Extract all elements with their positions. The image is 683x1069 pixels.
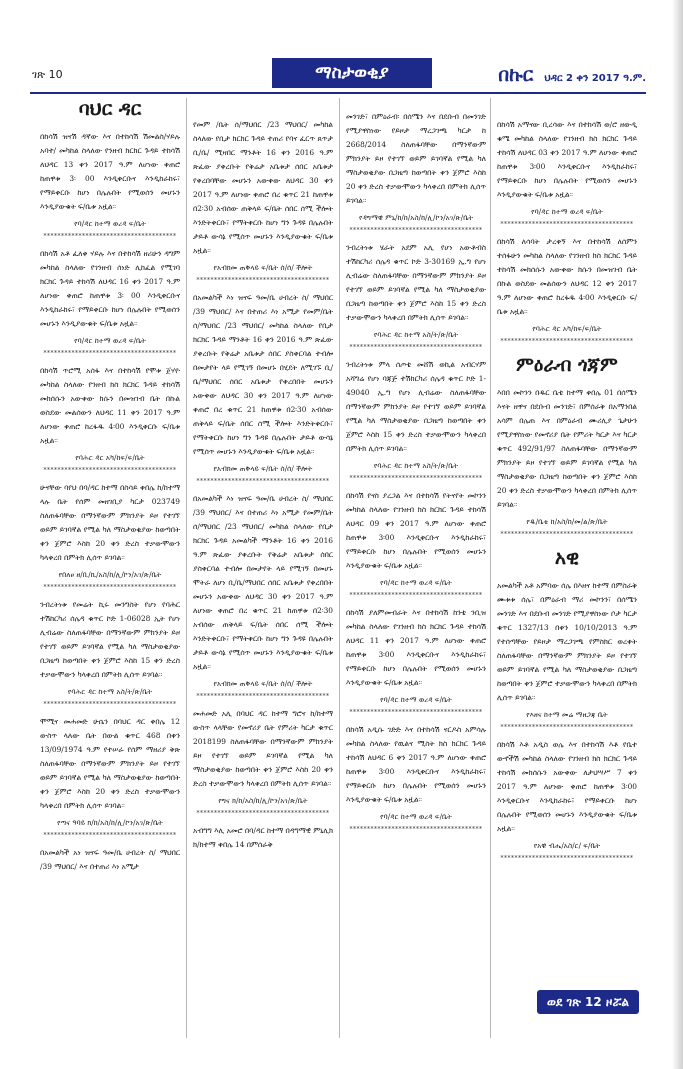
notice-signature: የግና ክ/ከ/አስ/ከ/ሊ/ኮን/አገ/ጽ/ቤት bbox=[218, 796, 308, 805]
notice-text: ሁናቸው ባየህ በባ/ዳር ከተማ በስሳይ ቀበሌ ከ/ከተማ ላሉ ቤት የሰም መዘገቢያ ካርታ 023749 ስለጠፋባቸው በማንኛውም ምክንያት ይዞ የተገኘ ወይም ይገባኛል የሚል ካለ ማስታወቂያው ከወጣበት ቀን ጀምሮ እስከ 20 ቀን ድረስ ተቃውሞውን ካላቀረበ በምትክ ሊሰጥ ይገባል። bbox=[40, 483, 180, 562]
notice-signature: የዳግማዊ ምኒ/ከ/ከ/አስ/ከ/ሊ/ኮን/አገ/ጽ/ቤት bbox=[358, 213, 474, 222]
notice-separator: ************************************** bbox=[500, 338, 634, 345]
notice bbox=[40, 130, 180, 242]
notice bbox=[346, 110, 486, 236]
column-divider bbox=[186, 98, 187, 1038]
header-rule bbox=[30, 92, 646, 94]
notice-separator: ************************************** bbox=[196, 693, 330, 700]
notice-separator: ************************************** bbox=[43, 467, 177, 474]
notice bbox=[193, 291, 333, 487]
section-title: ባህር ዳር bbox=[78, 98, 142, 120]
notice-text: በከሳሽ ለሳባት ታረቀኝ እና በተከሳሽ ለሰምን ተሰፋሁን መካከል ስላለው የገንዘብ ክስ ክርክር ጉዳይ ተከሳሽ መክሰሱን አውቀው ክሱን በመዝገብ ቤት በኩል ወስደው መልሰውን ለህዳር 12 ቀን 2017 ዓ.ም ለሆነው ቀጠሮ ከረፋዱ 4፡00 እንዲቀርቡ ፍ/ቤቱ አዟል። bbox=[497, 237, 637, 316]
notice-signature: የባ/ዳር ከተማ ወረዳ ፍ/ቤት bbox=[74, 219, 146, 228]
notice bbox=[497, 118, 637, 230]
notice bbox=[497, 738, 637, 864]
notice-signature: የበለፀ ዘ/ቢ/ኪ/አስ/ከ/ሊ/ኮን/አገ/ጽ/ቤት bbox=[58, 570, 162, 579]
notice-signature: የባ/ዳር ከተማ ወረዳ ፍ/ቤት bbox=[74, 336, 146, 345]
notice-text: በከሳሽ ዝናሽ ዳኛው እና በተከሳሽ ሽመልስ/ሃይሉ አባተ/ መካከል ስላለው የንዘብ ክርክር ጉዳይ ተከሳሽ ለህዳር 13 ቀን 2017 ዓ.ም ለሆነው ቀጠሮ ከጠዋቱ 3፡ 00 እንዲቀርቡና እንዲከራከሩ፣ የማይቀርቡ ከሆነ በሌሉበት የሚወሰን መሆኑን እንዲያውቁት ፍ/ቤቱ አዟል። bbox=[40, 132, 180, 211]
notice-text: የመም /ቤት ሰ/ማህበር /23 ማህበር/ መካከል ስላለው የቢታ ክርክር ጉዳይ ተጠሪ የባና ፈርጥ ጸጥታ ቢ/ቤ/ ሚዛበር ማንቶት 16 ቀን 2016 ዓ.ም ጽፈው ያቀረቡት የቅሬታ አቤቱታ ሰበር አቤቱታ የቀረበባቸው መሆኑን አውቀው ለህዳር 30 ቀን 2017 ዓ.ም ለሆነው ቀጠሮ በረ ቁጥር 21 ከጠዋቱ በ2፡30 አብሰው ጠቅላይ ፍ/ቤት ሰበር ሰሚ ችሎት እንድትቀርቡ፣ የማትቀርቡ ከሆነ ግን ጉዳዩ በሌሉበት ታይቶ ውሳኔ የሚሰጥ መሆኑን እንዲያውቁት ፍ/ቤቱ አዟል። bbox=[193, 120, 333, 255]
notice-signature: የባሕር ዳር አካ/ከፍ/ፍ/ቤት bbox=[532, 324, 602, 333]
notice-signature: የዱ/ቤቴ ከ/አስ/ከ/መ/ል/ጽ/ቤት bbox=[526, 517, 608, 526]
notice bbox=[497, 545, 637, 733]
notice-separator: ************************************** bbox=[349, 227, 483, 234]
notice-signature: የእዘና ከተማ መሬ ማዘጋጃ ቤት bbox=[526, 710, 608, 719]
notice bbox=[497, 352, 637, 540]
notice bbox=[193, 118, 333, 286]
notice-separator: ************************************** bbox=[43, 350, 177, 357]
notice-text: አመልካች አቶ አምባው ሰሌ በእዘና ከተማ በምስራቅ ሙቱቱ ሰሌ፣ በምዕራብ ማሪ መኮንን፣ በሰሜን መንገድ እና በደቡብ መንገድ የሚያዋስነው ቦታ ካርታ ቁጥር 1327/13 በቀን 10/10/2013 ዓ.ም የተሰጣቸው የይዞታ ማረጋገጫ የምስክር ወረቀት ስለጠፋባቸው በማንኛውም ምክንያት ይዞ የተገኘ ወይም ይገባኛል የሚል ካለ ማስታወቂያው በጋዜጣ ከወጣበት ቀን ጀምሮ ተቃውሞውን ካላቀረበ በምትክ ሊሰጥ ይገባል። bbox=[497, 581, 637, 702]
notice bbox=[40, 364, 180, 476]
notice-signature: የባሕር ዳር ከተማ አስ/ት/ጽ/ቤት bbox=[67, 687, 153, 696]
notice bbox=[193, 707, 333, 819]
notice-text: ሞሚና መሐመድ ሁሴን በባህር ዳር ቀበሌ 12 ውስጥ ላለው ቤት በውል ቁጥር 468 በቀን 13/09/1974 ዓ.ም የተሠራ የሰም ማዘሪያ ቅጽ ስለጠፋባቸው በማንኛውም ምክንያት ይዞ የተገኘ ወይም ይገባኛል የሚል ካለ ማስታወቂያው ከወጣበት ቀን ጀምሮ እስከ 20 ቀን ድረስ ተቃውሞውን ካላቀረበ በምትክ ሊሰጥ ይገባል። bbox=[40, 717, 180, 810]
notice-text: በከሳሽ ያለምመብራት እና በተከሳሽ ከንቴ ንቢዝ መካከል ስላለው የገንዘብ ክስ ክርክር ጉዳይ ተከሳሽ ለህዳር 11 ቀን 2017 ዓ.ም ለሆነው ቀጠሮ ከጠዋቱ 3፡00 እንዲቀርቡና እንዲከራከሩ፣ የማይቀርቡ ከሆነ በሌሉበት የሚወሰን መሆኑን እንዲያውቁት ፍ/ቤቱ አዟል። bbox=[346, 608, 486, 687]
notice bbox=[40, 247, 180, 359]
notice-text: በከሳሽ አማናው ቢረሳው እና በተከሳሽ ወ/ሮ ዘውዲ ቁሜ መካከል ስላለው የገንዘብ ክስ ክርክር ጉዳይ ተከሳሽ ለህዳር 03 ቀን 2017 ዓ.ም ለሆነው ቀጠሮ ከጠዋቱ 3፡00 እንዲቀርቡና እንዲከራከሩ፣ የማይቀርቡ ከሆነ በሌሉበት የሚወሰን መሆኑን እንዲያውቁት ፍ/ቤቱ አዟል። bbox=[497, 120, 637, 199]
notice-text: በአመልካች እነ ዝናፍ ዓመ/ቤ ሀብረት ስ/ ማህበር /39 ማህበር/ እና በተጠሪ እነ አሚታ የመም/ቤት ሰ/ማህበር /23 ማህበር/ መካከል ስላለው የቢታ ክርክር ጉዳይ አመልካች ማንቶት 16 ቀን 2016 ዓ.ም ጽፈው ያቀረቡት የቅሬታ አቤቱታ ሰበር ያስቀርባል ተብሎ በመታየት ላይ የሚገኝ በመሆኑ ሞትራ ለሆነ ቢ/ቤ/ማህበር ሰበር አቤቱታ የቀረበበት መሆኑን አውቀው ለህዳር 30 ቀን 2017 ዓ.ም ለሆነው ቀጠሮ በረ ቁጥር 21 ከጠዋቱ በ2፡30 አብሰው ጠቅላይ ፍ/ቤት ሰበር ሰሚ ችሎት እንድትቀርቡ፣ የማትቀርቡ ከሆነ ግን ጉዳዩ በሌሉበት ታይቶ ውሳኔ የሚሰጥ መሆኑን እንዲያውቁት ፍ/ቤቱ አዟል። bbox=[193, 494, 333, 671]
notice bbox=[40, 598, 180, 710]
publication-name: በኩር bbox=[498, 64, 534, 86]
page-edge-shadow bbox=[672, 0, 683, 1069]
column-3 bbox=[346, 110, 486, 840]
notice-separator: ************************************** bbox=[349, 709, 483, 716]
notice bbox=[346, 358, 486, 484]
notice-signature: የባ/ዳር ከተማ ወረዳ ፍ/ቤት bbox=[380, 695, 452, 704]
notice-signature: የባሕር ዳር አካ/ከፍ/ፍ/ቤት bbox=[75, 453, 145, 462]
section-title: ምዕራብ ጎጃም bbox=[516, 354, 618, 376]
column-1 bbox=[40, 96, 180, 879]
notice-text: ንብረትነቱ ምላ ሰጦቴ መሸሽ ወኪል አብርሃም አሻግሬ የሆነ ባጃጅ ተሽከርካሪ ሰሌዳ ቁጥር ኮድ 1-49040 ኢ.ግ የሆነ ሊብሬው ስለጠፋባቸው በማንኛውም ምክንያት ይዞ የተገኘ ወይም ይገባኛል የሚል ካለ ማስታወቂያው በጋዜጣ ከወጣበት ቀን ጀምሮ እስከ 15 ቀን ድረስ ተቃውሞውን ካላቀረበ በምትክ ሊሰጥ ይገባል። bbox=[346, 360, 486, 453]
notice bbox=[497, 235, 637, 347]
notice-text: ንብረትነቱ ሄራት አደም አሊ የሆነ አውቶብስ ተሽከርካሪ ሰሌዳ ቁጥር ኮድ 3-30169 ኢ.ግ የሆነ ሊብሬው ስለጠፋባቸው በማንኛውም ምክንያት ይዞ የተገኘ ወይም ይገባኛል የሚል ካለ ማስታወቂያው በጋዜጣ ከወጣበት ቀን ጀምሮ እስከ 15 ቀን ድረስ ተቃውሞውን ካላቀረበ በምትክ ሊሰጥ ይገባል። bbox=[346, 243, 486, 322]
notice-signature: የባሕር ዳር ከተማ አስ/ት/ጽ/ቤት bbox=[373, 461, 459, 470]
notice-text: በከሳሽ ጥሮሚ አሰፋ እና በተከሳሽ የሞቱ ጀሃዮ መካከል ስላለው የንዘብ ክስ ክርክር ጉዳይ ተከሳሽ መክሰሱን አውቀው ክሱን በመዝገብ ቤት በኩል ወስደው መልሰውን ለህዳር 11 ቀን 2017 ዓ.ም ለሆነው ቀጠሮ ከረፋዱ 4፡00 እንዲቀርቡ ፍ/ቤቱ አዟል። bbox=[40, 366, 180, 445]
column-4 bbox=[497, 118, 637, 869]
notice-separator: ************************************** bbox=[43, 701, 177, 708]
notice bbox=[40, 481, 180, 593]
notice-signature: የባሕር ዳር ከተማ አስ/ት/ጽ/ቤት bbox=[373, 330, 459, 339]
notice-signature: የባ/ዳር ከተማ ወረዳ ፍ/ቤት bbox=[531, 207, 603, 216]
notice-text: በከሳሽ አቶ ፈለቀ ሃይሉ እና በተከሳሽ ዘሪሁን ዳግም መካከል ስላለው የገንዘብ ሰነድ ሊከፈል የሚገባ ክርክር ጉዳይ ተከሳሽ ለህዳር 16 ቀን 2017 ዓ.ም ለሆነው ቀጠሮ ከጠዋቱ 3፡ 00 እንዲቀርቡና እንዲከራከሩ፣ የማይቀርቡ ከሆነ በሌሉበት የሚወሰን መሆኑን እንዲያውቁት ፍ/ቤቱ አዟል። bbox=[40, 249, 180, 328]
notice-separator: ************************************** bbox=[43, 584, 177, 591]
issue-date: ህዳር 2 ቀን 2017 ዓ.ም. bbox=[544, 73, 646, 84]
publication-info bbox=[498, 64, 646, 86]
notice-text: መሐመድ አሊ በባህር ዳር ከተማ ግሮና ከ/ከተማ ውስጥ ላላቸው የመኖሪያ ቤት የምሪት ካርታ ቁጥር 2018199 ስለጠፋባቸው በማንኛውም ምክንያት ይዞ የተገኘ ወይም ይገባኛል የሚል ካለ ማስታወቂያው ከወጣበት ቀን ጀምሮ እስከ 20 ቀን ድረስ ተቃውሞውን ካላቀረበ በምትክ ሊሰጥ ይገባል። bbox=[193, 709, 333, 788]
notice bbox=[346, 606, 486, 718]
notice-separator: ************************************** bbox=[43, 233, 177, 240]
notice bbox=[40, 846, 180, 874]
notice-separator: ************************************** bbox=[196, 810, 330, 817]
notice-text: መንገድ፣ በምዕራብ፡ በሰሜን እና በደቡብ በመንገድ የሚያዋስነው የይዞታ ማረጋገጫ ካርታ ከ 2668/2014 ስለጠፋባቸው በማንኛውም ምክንያት ይዞ የተገኘ ወይም ይገባኛል የሚል ካለ ማስታወቂያው በጋዜጣ ከወጣበት ቀን ጀምሮ እስከ 20 ቀን ድረስ ተቃውሞውን ካላቀረበ በምትክ ሊሰጥ ይገባል። bbox=[346, 112, 486, 205]
notice-signature: የአብክመ ጠቅላይ ፍ/ቤት ሰ/ሰ/ ችሎት bbox=[213, 263, 313, 272]
notice-text: በአመልካች እነ ዝናፍ ዓመ/ቤ ሀብረት ስ/ ማህበር /39 ማህበር/ እና በተጠሪ እነ አሚታ የመም/ቤት ሰ/ማህበር /23 ማህበር/ መካከል ስላለው የቢታ ክርክር ጉዳይ ማንቶት 16 ቀን 2016 ዓ.ም ጽፈው ያቀረቡት የቅሬታ አቤቱታ ሰበር ያስቀርባል ተብሎ በመታየት ላይ የሚገኝ በመሆኑ በሂደት ለሚገኙ ቢ/ቤ/ማህበር ሰበር አቤቱታ የቀረበበት መሆኑን አውቀው ለህዳር 30 ቀን 2017 ዓ.ም ለሆነው ቀጠሮ በረ ቁጥር 21 ከጠዋቱ በ2፡30 አብሰው ጠቅላይ ፍ/ቤት ሰበር ሰሚ ችሎት እንድትቀርቡ፣ የማትቀርቡ ከሆነ ግን ጉዳዩ በሌሉበት ታይቶ ውሳኔ የሚሰጥ መሆኑን እንዲያውቁት ፍ/ቤቱ አዟል። bbox=[193, 293, 333, 456]
notice bbox=[40, 715, 180, 841]
notice-text: ንብረትነቱ የመሬት ኪሩ መንግስት የሆነ የባሕር ተሽከርካሪ ሰሌዳ ቁጥር ኮድ 1-06028 ኢት የሆነ ሊብሬው ስለጠፋባቸው በማንኛውም ምክንያት ይዞ የተገኘ ወይም ይገባኛል የሚል ካለ ማስታወቂያው በጋዜጣ ከወጣበት ቀን ጀምሮ እስከ 15 ቀን ድረስ ተቃውሞውን ካላቀረበ በምትክ ሊሰጥ ይገባል። bbox=[40, 600, 180, 679]
section-title: አዊ bbox=[554, 547, 580, 569]
notice-signature: የአብክመ ጠቅላይ ፍ/ቤት ሰ/ሰ/ ችሎት bbox=[213, 464, 313, 473]
page-header bbox=[30, 58, 646, 92]
notice-separator: ************************************** bbox=[43, 832, 177, 839]
notice-separator: ************************************** bbox=[196, 478, 330, 485]
notice-separator: ************************************** bbox=[349, 592, 483, 599]
notice-separator: ************************************** bbox=[196, 277, 330, 284]
notice bbox=[346, 241, 486, 353]
notice-signature: የጣና ዓባይ ክ/ከ/አስ/ከ/ሊ/ኮን/አገ/ጽ/ቤት bbox=[57, 818, 163, 827]
notice-text: እበበ መኮንን በዱር ቤቴ ከተማ ቀበሌ 01 በሰሜን እናት ዘዋና በደቡብ መንገድ፣ በምሰራቅ በአማንበል አሳም በሌጠ እና በምዕራብ ሙሪሊያ ጌታሁን የሚያዋስነው የመኖሪያ ቤት የምሪት ካርታ እና ካርታ ቁጥር 492/91/97 ስለጠፋባቸው በማንኛውም ምክንያት ይዞ የተገኘ ወይም ይገባኛል የሚል ካለ ማስታወቂያው በጋዜጣ ከወጣበት ቀን ጀምሮ እስከ 20 ቀን ድረስ ተቃውሞውን ካላቀረበ በምትክ ሊሰጥ ይገባል። bbox=[497, 388, 637, 509]
notice bbox=[346, 723, 486, 835]
notice-signature: የአዊ ብሔ/አስ/ር/ ፍ/ቤት bbox=[533, 841, 601, 850]
notice bbox=[193, 824, 333, 852]
notice-separator: ************************************** bbox=[349, 344, 483, 351]
notice-separator: ************************************** bbox=[500, 855, 634, 862]
notice-separator: ************************************** bbox=[500, 531, 634, 538]
notice-separator: ************************************** bbox=[349, 826, 483, 833]
notice-separator: ************************************** bbox=[500, 724, 634, 731]
notice-signature: የአብክመ ጠቅላይ ፍ/ቤት ሰ/ሰ/ ችሎት bbox=[213, 679, 313, 688]
continued-on-page-badge: ወደ ገጽ 12 ዞሯል bbox=[537, 990, 639, 1014]
notice-text: በከሳሽ አዲሱ ገድድ እና በተከሳሽ ናርዶስ አምሳሉ መካከል ስላለው የዉልና ሚስት ክስ ክርክር ጉዳይ ተከሳሽ ለህዳር 6 ቀን 2017 ዓ.ም ለሆነው ቀጠሮ ከጠዋቱ 3፡00 እንዲቀርቡና እንዲከራከሩ፣ የማይቀርቡ ከሆነ በሌሉበት የሚወሰን መሆኑን እንዲያውቁት ፍ/ቤቱ አዟል። bbox=[346, 725, 486, 804]
notice-separator: ************************************** bbox=[349, 475, 483, 482]
column-divider bbox=[339, 98, 340, 1038]
notice-text: አብግግ እሊ አመሮ በባ/ዳር ከተማ በዳግማዊ ምኒሊክ ክ/ከተማ ቀበሌ 14 በምሰራቅ bbox=[193, 826, 333, 849]
notice-text: በከሳሽ እቶ አዲስ ወሌ እና በተከሳሽ እቶ የቤተ ውኖችሽ መካከል ስላለው የገንዘብ ክስ ክርክር ጉዳይ ተከሳሽ መክሰሱን አውቀው ለታህሣሥ 7 ቀን 2017 ዓ.ም ለሆነው ቀጠሮ ከጠዋቱ 3፡00 እንዲቀርቡና እንዲከራከሩ፣ የማይቀርቡ ከሆነ በሌሉበት የሚወሰን መሆኑን እንዲያውቁት ፍ/ቤቱ አዟል። bbox=[497, 740, 637, 833]
section-masthead: ማስታወቂያ bbox=[272, 58, 432, 88]
notice bbox=[346, 489, 486, 601]
notice-text: በአመልካች አነ ዝናፍ ዓመ/ቤ ሀብረት ስ/ ማህበር /39 ማህበር/ እና በተጠሪ እነ አሚታ bbox=[40, 848, 180, 871]
notice-text: በከሳሽ የናስ ያረጋል እና በተከሳሽ የትናየት መኮንን መካከል ስላለው የገንዘብ ክስ ክርክር ጉዳይ ተከሳሽ ለህዳር 09 ቀን 2017 ዓ.ም ለሆነው ቀጠሮ ከጠዋቱ 3፡00 እንዲቀርቡና እንዲከራከሩ፣ የማይቀርቡ ከሆነ በሌሉበት የሚወሰን መሆኑን እንዲያውቁት ፍ/ቤቱ አዟል። bbox=[346, 491, 486, 570]
page-number: ገጽ 10 bbox=[32, 68, 63, 81]
notice-signature: የባ/ዳር ከተማ ወረዳ ፍ/ቤት bbox=[380, 812, 452, 821]
notice bbox=[193, 492, 333, 702]
notice-separator: ************************************** bbox=[500, 221, 634, 228]
column-2 bbox=[193, 118, 333, 857]
notice-signature: የባ/ዳር ከተማ ወረዳ ፍ/ቤት bbox=[380, 578, 452, 587]
column-divider bbox=[490, 98, 491, 1038]
